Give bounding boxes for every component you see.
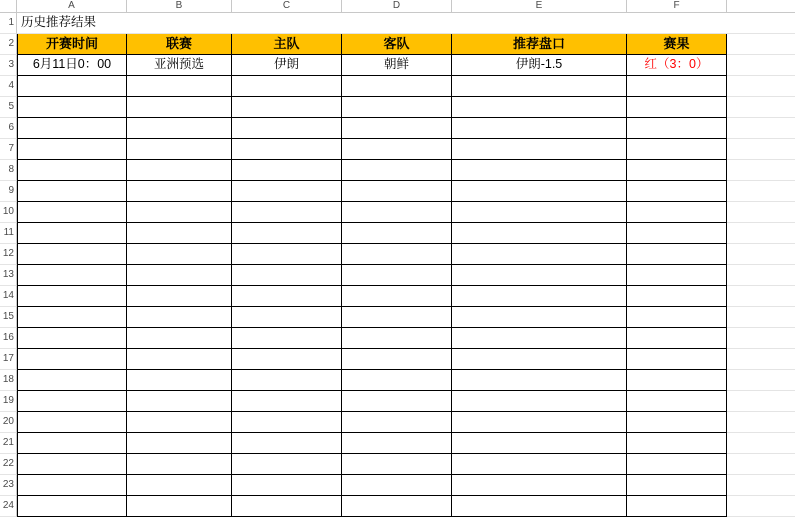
row-header[interactable]: 3 <box>0 55 17 76</box>
row-overflow <box>727 475 795 496</box>
table-row-empty <box>17 76 795 97</box>
row-header[interactable]: 14 <box>0 286 17 307</box>
row-header[interactable]: 21 <box>0 433 17 454</box>
cell-empty[interactable] <box>627 391 727 412</box>
row-overflow <box>727 139 795 160</box>
cell-empty[interactable] <box>127 496 232 517</box>
cell-empty[interactable] <box>452 370 627 391</box>
cell-empty[interactable] <box>17 118 127 139</box>
cell-empty[interactable] <box>127 412 232 433</box>
cell-empty[interactable] <box>232 244 342 265</box>
cell-empty[interactable] <box>342 433 452 454</box>
column-header-f[interactable]: F <box>627 0 727 13</box>
cell-league[interactable]: 亚洲预选 <box>127 55 232 76</box>
table-header-start-time[interactable]: 开赛时间 <box>17 34 127 55</box>
cell-pick[interactable]: 伊朗-1.5 <box>452 55 627 76</box>
column-header-a[interactable]: A <box>17 0 127 13</box>
cell-empty[interactable] <box>17 496 127 517</box>
table-row-empty <box>17 286 795 307</box>
row-header[interactable]: 19 <box>0 391 17 412</box>
cell-empty[interactable] <box>232 370 342 391</box>
cell-empty[interactable] <box>232 454 342 475</box>
table-row-empty <box>17 181 795 202</box>
cell-empty[interactable] <box>627 160 727 181</box>
cell-empty[interactable] <box>127 391 232 412</box>
cell-empty[interactable] <box>627 118 727 139</box>
select-all-corner[interactable] <box>0 0 17 13</box>
cell-empty[interactable] <box>342 307 452 328</box>
table-header-pick[interactable]: 推荐盘口 <box>452 34 627 55</box>
cell-empty[interactable] <box>232 139 342 160</box>
cell-empty[interactable] <box>17 223 127 244</box>
cell-empty[interactable] <box>452 391 627 412</box>
cell-empty[interactable] <box>127 118 232 139</box>
row-header[interactable]: 17 <box>0 349 17 370</box>
row-header[interactable]: 10 <box>0 202 17 223</box>
cell-empty[interactable] <box>627 223 727 244</box>
cell-empty[interactable] <box>627 139 727 160</box>
cell-empty[interactable] <box>17 307 127 328</box>
cell-empty[interactable] <box>452 349 627 370</box>
table-row <box>17 55 795 76</box>
cell-empty[interactable] <box>627 349 727 370</box>
cell-empty[interactable] <box>342 223 452 244</box>
cell-empty[interactable] <box>342 412 452 433</box>
cell-empty[interactable] <box>232 181 342 202</box>
cell-empty[interactable] <box>232 160 342 181</box>
cell-empty[interactable] <box>127 307 232 328</box>
cell-empty[interactable] <box>232 328 342 349</box>
row-overflow <box>727 118 795 139</box>
cell-empty[interactable] <box>342 454 452 475</box>
row-overflow <box>727 55 795 76</box>
table-row-empty <box>17 97 795 118</box>
cell-empty[interactable] <box>452 286 627 307</box>
row-overflow <box>727 454 795 475</box>
table-row-empty <box>17 118 795 139</box>
cell-a1[interactable] <box>17 13 127 34</box>
cell-empty[interactable] <box>452 265 627 286</box>
row-overflow <box>727 433 795 454</box>
cell-empty[interactable] <box>627 307 727 328</box>
table-header-league[interactable]: 联赛 <box>127 34 232 55</box>
cell-home-team[interactable]: 伊朗 <box>232 55 342 76</box>
cell-empty[interactable] <box>127 223 232 244</box>
table-row-empty <box>17 454 795 475</box>
cell-empty[interactable] <box>127 139 232 160</box>
cell-empty[interactable] <box>232 496 342 517</box>
cell-empty[interactable] <box>17 370 127 391</box>
table-header-home-team[interactable]: 主队 <box>232 34 342 55</box>
sheet-title: 历史推荐结果 <box>21 15 97 29</box>
cell-empty[interactable] <box>127 97 232 118</box>
cell-empty[interactable] <box>232 118 342 139</box>
cell-empty[interactable] <box>232 475 342 496</box>
row-header[interactable]: 13 <box>0 265 17 286</box>
cell-empty[interactable] <box>342 118 452 139</box>
row-header[interactable]: 20 <box>0 412 17 433</box>
table-header-result[interactable]: 赛果 <box>627 34 727 55</box>
cell-empty[interactable] <box>17 391 127 412</box>
cell-start-time[interactable]: 6月11日0：00 <box>17 55 127 76</box>
row-header[interactable]: 2 <box>0 34 17 55</box>
cell-empty[interactable] <box>452 328 627 349</box>
cell-empty[interactable] <box>232 349 342 370</box>
row-header[interactable]: 18 <box>0 370 17 391</box>
cell-c1[interactable] <box>232 13 342 34</box>
cell-empty[interactable] <box>232 97 342 118</box>
cell-empty[interactable] <box>127 454 232 475</box>
cell-empty[interactable] <box>452 181 627 202</box>
row-overflow <box>727 496 795 517</box>
row-header[interactable]: 8 <box>0 160 17 181</box>
cell-empty[interactable] <box>232 76 342 97</box>
cell-empty[interactable] <box>17 349 127 370</box>
row-overflow <box>727 307 795 328</box>
cell-empty[interactable] <box>232 286 342 307</box>
cell-empty[interactable] <box>627 202 727 223</box>
cell-empty[interactable] <box>342 97 452 118</box>
cell-empty[interactable] <box>342 139 452 160</box>
cell-empty[interactable] <box>232 307 342 328</box>
cell-empty[interactable] <box>452 244 627 265</box>
row-overflow <box>727 223 795 244</box>
cell-empty[interactable] <box>452 412 627 433</box>
cell-empty[interactable] <box>232 433 342 454</box>
row-overflow <box>727 97 795 118</box>
table-row-empty <box>17 391 795 412</box>
cell-empty[interactable] <box>627 475 727 496</box>
cell-empty[interactable] <box>342 286 452 307</box>
cell-empty[interactable] <box>452 433 627 454</box>
row-header[interactable]: 23 <box>0 475 17 496</box>
cell-empty[interactable] <box>452 202 627 223</box>
row-overflow <box>727 13 795 34</box>
cell-empty[interactable] <box>342 244 452 265</box>
cell-empty[interactable] <box>127 160 232 181</box>
row-overflow <box>727 328 795 349</box>
row-header[interactable]: 1 <box>0 13 17 34</box>
row-header[interactable]: 6 <box>0 118 17 139</box>
row-overflow <box>727 160 795 181</box>
cell-empty[interactable] <box>342 349 452 370</box>
cell-empty[interactable] <box>452 139 627 160</box>
cell-f1[interactable] <box>627 13 727 34</box>
cell-empty[interactable] <box>627 97 727 118</box>
cell-empty[interactable] <box>17 433 127 454</box>
table-row-empty <box>17 139 795 160</box>
table-row-empty <box>17 328 795 349</box>
cell-away-team[interactable]: 朝鲜 <box>342 55 452 76</box>
cell-empty[interactable] <box>342 391 452 412</box>
table-header-row <box>17 34 795 55</box>
row-overflow <box>727 370 795 391</box>
cell-d1[interactable] <box>342 13 452 34</box>
column-header-c[interactable]: C <box>232 0 342 13</box>
cell-empty[interactable] <box>127 433 232 454</box>
table-row-empty <box>17 370 795 391</box>
cell-e1[interactable] <box>452 13 627 34</box>
cell-empty[interactable] <box>342 328 452 349</box>
grid-body <box>0 13 795 517</box>
cell-empty[interactable] <box>342 370 452 391</box>
cell-empty[interactable] <box>17 202 127 223</box>
cell-empty[interactable] <box>342 76 452 97</box>
table-row-empty <box>17 475 795 496</box>
table-row-empty <box>17 412 795 433</box>
cell-empty[interactable] <box>232 265 342 286</box>
row-header[interactable]: 24 <box>0 496 17 517</box>
table-row-empty <box>17 349 795 370</box>
cell-empty[interactable] <box>127 286 232 307</box>
row-overflow <box>727 181 795 202</box>
cell-empty[interactable] <box>627 370 727 391</box>
column-header-d[interactable]: D <box>342 0 452 13</box>
table-row-empty <box>17 307 795 328</box>
row-header[interactable]: 15 <box>0 307 17 328</box>
cell-empty[interactable] <box>452 160 627 181</box>
table-row-empty <box>17 223 795 244</box>
cell-empty[interactable] <box>17 412 127 433</box>
cell-empty[interactable] <box>627 76 727 97</box>
column-header-e[interactable]: E <box>452 0 627 13</box>
cell-empty[interactable] <box>127 244 232 265</box>
cell-empty[interactable] <box>627 265 727 286</box>
row-header[interactable]: 5 <box>0 97 17 118</box>
cell-empty[interactable] <box>452 475 627 496</box>
cell-empty[interactable] <box>127 370 232 391</box>
cell-empty[interactable] <box>342 475 452 496</box>
cell-empty[interactable] <box>627 433 727 454</box>
column-header-overflow <box>727 0 795 13</box>
cell-empty[interactable] <box>127 349 232 370</box>
cell-empty[interactable] <box>127 181 232 202</box>
cell-empty[interactable] <box>627 496 727 517</box>
row-header[interactable]: 4 <box>0 76 17 97</box>
row-header[interactable]: 22 <box>0 454 17 475</box>
row-header[interactable]: 9 <box>0 181 17 202</box>
table-row-empty <box>17 265 795 286</box>
cell-empty[interactable] <box>452 496 627 517</box>
row-overflow <box>727 76 795 97</box>
row-overflow <box>727 349 795 370</box>
title-row <box>17 13 795 34</box>
cell-empty[interactable] <box>232 391 342 412</box>
cell-empty[interactable] <box>232 202 342 223</box>
row-header-column <box>0 13 17 517</box>
cell-empty[interactable] <box>627 412 727 433</box>
cell-empty[interactable] <box>17 76 127 97</box>
cell-empty[interactable] <box>452 76 627 97</box>
table-row-empty <box>17 496 795 517</box>
cell-b1[interactable] <box>127 13 232 34</box>
cell-empty[interactable] <box>342 202 452 223</box>
row-header[interactable]: 11 <box>0 223 17 244</box>
row-header[interactable]: 7 <box>0 139 17 160</box>
cell-empty[interactable] <box>17 97 127 118</box>
cells-area <box>17 13 795 517</box>
row-overflow <box>727 286 795 307</box>
row-overflow <box>727 202 795 223</box>
cell-empty[interactable] <box>627 286 727 307</box>
row-overflow <box>727 244 795 265</box>
cell-result[interactable]: 红（3：0） <box>627 55 727 76</box>
cell-empty[interactable] <box>232 412 342 433</box>
cell-empty[interactable] <box>17 454 127 475</box>
row-header[interactable]: 12 <box>0 244 17 265</box>
cell-empty[interactable] <box>17 475 127 496</box>
cell-empty[interactable] <box>342 496 452 517</box>
cell-empty[interactable] <box>127 475 232 496</box>
cell-empty[interactable] <box>627 244 727 265</box>
cell-empty[interactable] <box>17 244 127 265</box>
cell-empty[interactable] <box>127 265 232 286</box>
row-overflow <box>727 391 795 412</box>
cell-empty[interactable] <box>452 97 627 118</box>
cell-empty[interactable] <box>17 181 127 202</box>
cell-empty[interactable] <box>17 160 127 181</box>
cell-empty[interactable] <box>452 118 627 139</box>
cell-empty[interactable] <box>127 76 232 97</box>
cell-empty[interactable] <box>232 223 342 244</box>
cell-empty[interactable] <box>127 202 232 223</box>
table-row-empty <box>17 202 795 223</box>
table-header-away-team[interactable]: 客队 <box>342 34 452 55</box>
cell-empty[interactable] <box>452 223 627 244</box>
cell-empty[interactable] <box>452 454 627 475</box>
column-header-b[interactable]: B <box>127 0 232 13</box>
cell-empty[interactable] <box>452 307 627 328</box>
cell-empty[interactable] <box>627 328 727 349</box>
table-row-empty <box>17 433 795 454</box>
row-overflow <box>727 34 795 55</box>
cell-empty[interactable] <box>17 139 127 160</box>
cell-empty[interactable] <box>627 454 727 475</box>
table-row-empty <box>17 160 795 181</box>
cell-empty[interactable] <box>342 265 452 286</box>
cell-empty[interactable] <box>17 328 127 349</box>
row-overflow <box>727 412 795 433</box>
row-header[interactable]: 16 <box>0 328 17 349</box>
cell-empty[interactable] <box>342 181 452 202</box>
cell-empty[interactable] <box>627 181 727 202</box>
cell-empty[interactable] <box>17 265 127 286</box>
table-row-empty <box>17 244 795 265</box>
row-overflow <box>727 265 795 286</box>
cell-empty[interactable] <box>17 286 127 307</box>
column-header-row <box>0 0 795 13</box>
cell-empty[interactable] <box>127 328 232 349</box>
cell-empty[interactable] <box>342 160 452 181</box>
